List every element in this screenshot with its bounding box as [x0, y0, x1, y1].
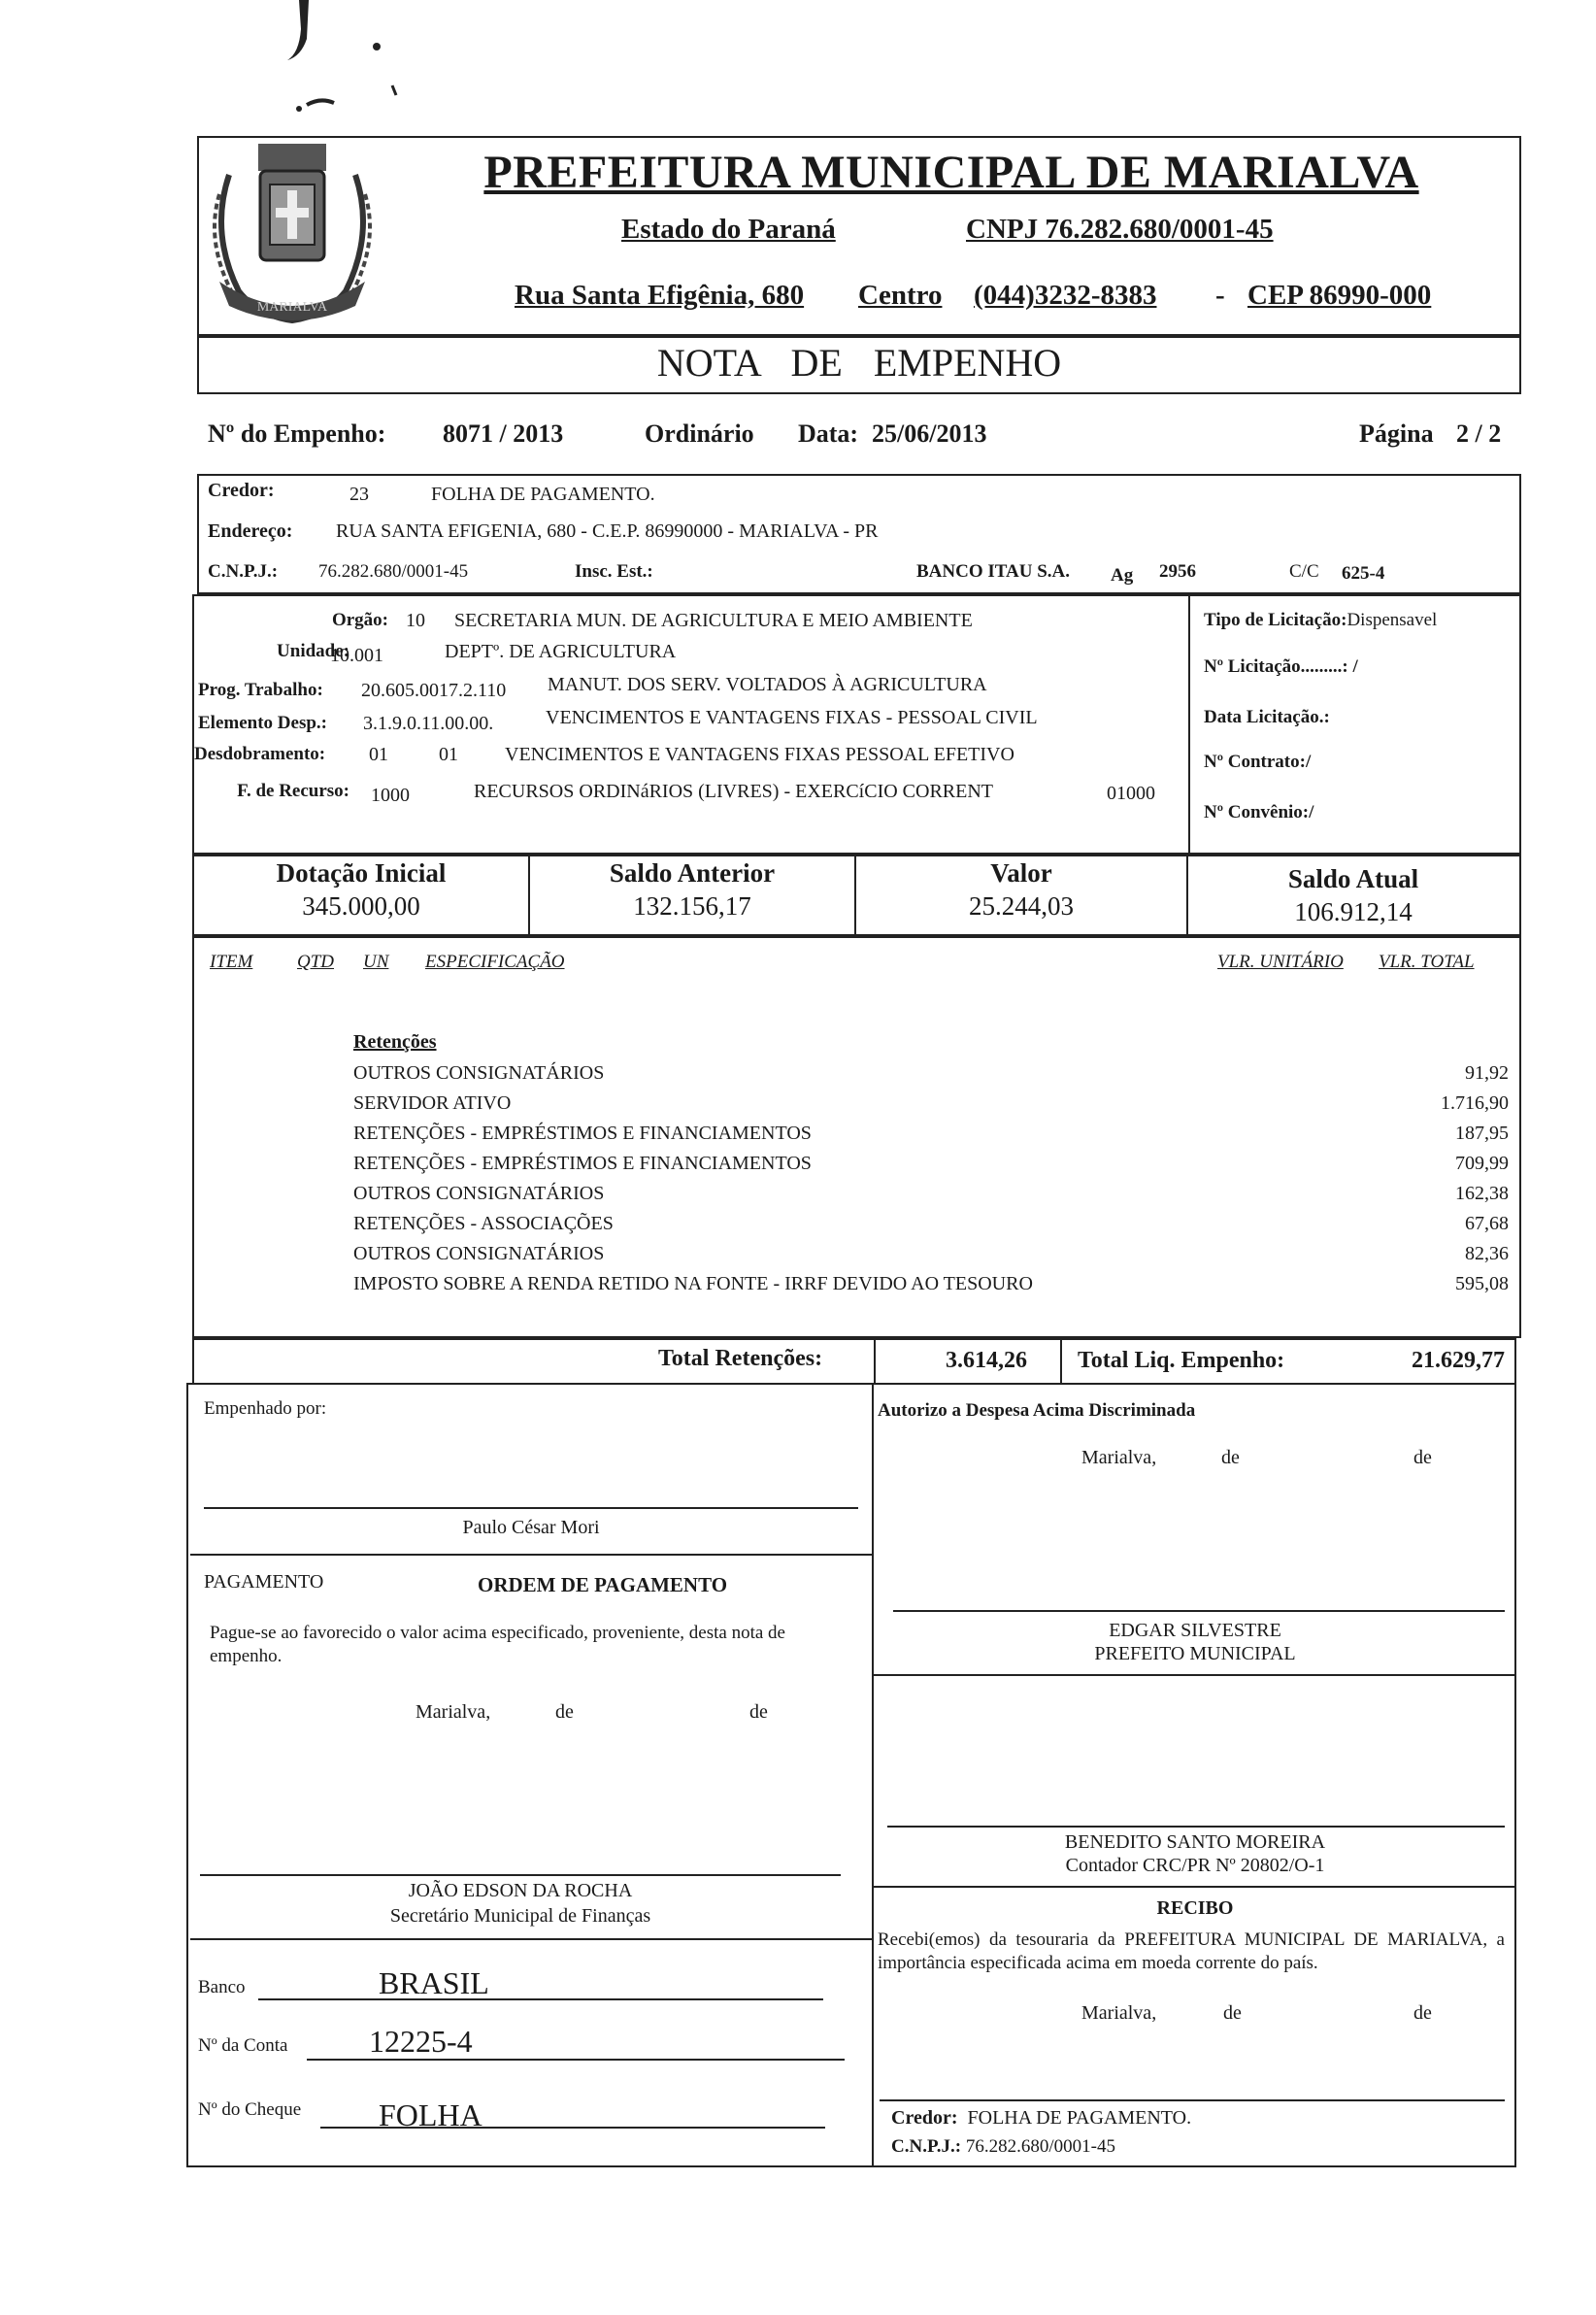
- retencao-desc: SERVIDOR ATIVO: [353, 1092, 512, 1114]
- contrato-label: Nº Contrato:/: [1204, 752, 1312, 772]
- empenho-number-label: Nº do Empenho:: [208, 419, 386, 448]
- retencao-value: 187,95: [1455, 1123, 1509, 1144]
- prog-name: MANUT. DOS SERV. VOLTADOS À AGRICULTURA: [548, 674, 987, 695]
- cc-label: C/C: [1289, 561, 1319, 582]
- bank-name: BANCO ITAU S.A.: [916, 561, 1071, 582]
- signatures-divider: [872, 1383, 874, 2167]
- recurso-label: F. de Recurso:: [237, 781, 349, 801]
- col-vlr-total: VLR. TOTAL: [1379, 952, 1475, 972]
- ag-label: Ag: [1111, 565, 1134, 586]
- unidade-label: Unidade:: [277, 641, 349, 661]
- retencao-value: 595,08: [1455, 1273, 1509, 1294]
- retencao-value: 82,36: [1465, 1243, 1509, 1264]
- contador-title: Contador CRC/PR Nº 20802/O-1: [1065, 1855, 1325, 1876]
- cnpj-label: CNPJ 76.282.680/0001-45: [966, 214, 1274, 245]
- prog-label: Prog. Trabalho:: [198, 680, 323, 700]
- doc-title: NOTA DE EMPENHO: [656, 341, 1062, 385]
- retencao-desc: OUTROS CONSIGNATÁRIOS: [353, 1243, 605, 1264]
- empenhado-signature-line: [204, 1507, 858, 1509]
- unidade-code: 10.001: [330, 645, 383, 666]
- pagamento-de-2: de: [749, 1701, 768, 1723]
- recibo-cnpj-value: 76.282.680/0001-45: [965, 2136, 1115, 2157]
- contador-name: BENEDITO SANTO MOREIRA: [1064, 1831, 1326, 1853]
- desdobramento-code-2: 01: [439, 744, 458, 765]
- recurso-code-2: 01000: [1107, 783, 1155, 804]
- endereco-label: Endereço:: [208, 520, 293, 542]
- prog-code: 20.605.0017.2.110: [361, 680, 507, 701]
- recibo-title: RECIBO: [1156, 1897, 1234, 1919]
- phone-label: (044)3232-8383: [974, 280, 1157, 311]
- secretario-signature-line: [200, 1874, 841, 1876]
- unidade-name: DEPTº. DE AGRICULTURA: [445, 641, 677, 662]
- cc-value: 625-4: [1342, 563, 1385, 584]
- recibo-de-2: de: [1413, 2002, 1432, 2024]
- retencao-desc: OUTROS CONSIGNATÁRIOS: [353, 1062, 605, 1084]
- saldo-anterior-value: 132.156,17: [633, 891, 751, 921]
- licitacao-number: Nº Licitação.........: /: [1204, 656, 1358, 677]
- recibo-credor: [891, 2107, 1474, 2130]
- totals-divider-1: [874, 1338, 876, 1385]
- credor-label: Credor:: [208, 480, 275, 501]
- pagamento-label: PAGAMENTO: [204, 1571, 324, 1593]
- empenhado-name: Paulo César Mori: [462, 1517, 600, 1538]
- page-number: 2 / 2: [1456, 419, 1502, 448]
- district-label: Centro: [858, 280, 943, 311]
- retencao-row: [353, 1092, 1509, 1123]
- secretario-title: Secretário Municipal de Finanças: [389, 1905, 651, 1927]
- col-item: ITEM: [210, 952, 253, 972]
- pagamento-city: Marialva,: [416, 1701, 491, 1723]
- recibo-credor-value: FOLHA DE PAGAMENTO.: [967, 2107, 1192, 2129]
- orgao-code: 10: [406, 610, 425, 631]
- retencao-row: [353, 1062, 1509, 1092]
- retencao-desc: RETENÇÕES - ASSOCIAÇÕES: [353, 1213, 614, 1234]
- banco-label: Banco: [198, 1977, 246, 1997]
- retencao-desc: RETENÇÕES - EMPRÉSTIMOS E FINANCIAMENTOS: [353, 1153, 812, 1174]
- pagamento-de-1: de: [555, 1701, 574, 1723]
- empenho-type: Ordinário: [645, 419, 754, 448]
- empenhado-label: Empenhado por:: [204, 1398, 327, 1419]
- dash-separator: -: [1215, 280, 1225, 311]
- recurso-name: RECURSOS ORDINáRIOS (LIVRES) - EXERCíCIO CORRENT: [474, 781, 994, 802]
- elemento-code: 3.1.9.0.11.00.00.: [363, 713, 494, 734]
- licitacao-type-value: Dispensavel: [1347, 610, 1438, 630]
- dotacao-inicial-value: 345.000,00: [302, 891, 420, 921]
- desdobramento-label: Desdobramento:: [194, 744, 326, 764]
- insc-est-label: Insc. Est.:: [575, 561, 653, 582]
- banco-line: [258, 1998, 823, 2000]
- licitacao-type: [1204, 610, 1516, 631]
- retencao-value: 1.716,90: [1441, 1092, 1509, 1114]
- retencoes-title: Retenções: [353, 1031, 437, 1053]
- contador-signature-line: [887, 1826, 1505, 1828]
- prefeito-name: EDGAR SILVESTRE: [1109, 1620, 1281, 1641]
- empenho-number: 8071 / 2013: [443, 419, 564, 448]
- desdobramento-code-1: 01: [369, 744, 388, 765]
- retencao-desc: IMPOSTO SOBRE A RENDA RETIDO NA FONTE - IRRF DEVIDO AO TESOURO: [353, 1273, 1033, 1294]
- elemento-label: Elemento Desp.:: [198, 713, 327, 733]
- retencao-value: 91,92: [1465, 1062, 1509, 1084]
- ag-value: 2956: [1159, 561, 1196, 582]
- conta-value[interactable]: 12225-4: [369, 2024, 473, 2059]
- autorizo-city: Marialva,: [1081, 1447, 1157, 1468]
- autorizo-label: Autorizo a Despesa Acima Discriminada: [878, 1400, 1196, 1421]
- col-especificacao: ESPECIFICAÇÃO: [425, 952, 565, 972]
- col-vlr-unitario: VLR. UNITÁRIO: [1217, 952, 1344, 972]
- valor-value: 25.244,03: [969, 891, 1074, 921]
- total-liq-label: Total Liq. Empenho:: [1078, 1348, 1285, 1373]
- retencao-row: [353, 1273, 1509, 1303]
- recibo-cnpj-label: C.N.P.J.:: [891, 2136, 962, 2157]
- valor-label: Valor: [990, 858, 1052, 888]
- retencao-value: 67,68: [1465, 1213, 1509, 1234]
- banco-top-line: [190, 1938, 872, 1940]
- retencao-row: [353, 1183, 1509, 1213]
- page-label: Página: [1359, 419, 1434, 448]
- empenho-date-label: Data:: [798, 419, 859, 448]
- col-un: UN: [363, 952, 389, 972]
- cnpj-credor-value: 76.282.680/0001-45: [318, 561, 469, 582]
- total-liq-value: 21.629,77: [1412, 1348, 1505, 1373]
- secretario-name: JOÃO EDSON DA ROCHA: [408, 1880, 633, 1901]
- recibo-signature-line: [880, 2099, 1505, 2101]
- totals-divider-2: [1060, 1338, 1062, 1385]
- state-label: Estado do Paraná: [621, 214, 836, 245]
- licitacao-type-label: Tipo de Licitação:: [1204, 610, 1347, 630]
- licitacao-date: Data Licitação.:: [1204, 707, 1330, 727]
- credor-code: 23: [349, 484, 369, 505]
- cheque-label: Nº do Cheque: [198, 2099, 302, 2120]
- ordem-pagamento-label: ORDEM DE PAGAMENTO: [478, 1573, 728, 1596]
- col-qtd: QTD: [297, 952, 335, 972]
- pague-se-text: Pague-se ao favorecido o valor acima especificado, proveniente, desta nota de empenho.: [210, 1623, 785, 1666]
- retencao-row: [353, 1153, 1509, 1183]
- page-title: PREFEITURA MUNICIPAL DE MARIALVA: [483, 147, 1419, 198]
- coat-of-arms-logo: [200, 136, 384, 330]
- recibo-top-line: [872, 1886, 1516, 1888]
- retencao-desc: OUTROS CONSIGNATÁRIOS: [353, 1183, 605, 1204]
- retencao-row: [353, 1243, 1509, 1273]
- scan-marks: [287, 0, 414, 117]
- recibo-text: Recebi(emos) da tesouraria da PREFEITURA MUNICIPAL DE MARIALVA, a importância especificada acima em moeda corrente do país.: [878, 1929, 1505, 1973]
- empenho-date: 25/06/2013: [872, 419, 987, 448]
- svg-text:MARIALVA: MARIALVA: [256, 300, 328, 315]
- saldo-anterior-label: Saldo Anterior: [609, 858, 776, 888]
- retencao-desc: RETENÇÕES - EMPRÉSTIMOS E FINANCIAMENTOS: [353, 1123, 812, 1144]
- cnpj-credor-label: C.N.P.J.:: [208, 561, 279, 582]
- recibo-cnpj: [891, 2136, 1474, 2158]
- total-retencoes-value: 3.614,26: [946, 1348, 1027, 1373]
- conta-label: Nº da Conta: [198, 2035, 288, 2056]
- retencao-value: 162,38: [1455, 1183, 1509, 1204]
- cep-label: CEP 86990-000: [1247, 280, 1432, 311]
- autorizo-de-2: de: [1413, 1447, 1432, 1468]
- contador-top-line: [872, 1674, 1516, 1676]
- desdobramento-name: VENCIMENTOS E VANTAGENS FIXAS PESSOAL EFETIVO: [505, 744, 1014, 765]
- retencao-row: [353, 1123, 1509, 1153]
- banco-value[interactable]: BRASIL: [379, 1965, 489, 2000]
- recibo-credor-label: Credor:: [891, 2107, 958, 2129]
- recibo-de-1: de: [1223, 2002, 1242, 2024]
- total-retencoes-label: Total Retenções:: [658, 1346, 823, 1371]
- orgao-name: SECRETARIA MUN. DE AGRICULTURA E MEIO AMBIENTE: [454, 610, 973, 631]
- budget-divider: [1188, 594, 1190, 855]
- convenio-label: Nº Convênio:/: [1204, 802, 1314, 822]
- recurso-code: 1000: [371, 785, 410, 806]
- dotacao-inicial-label: Dotação Inicial: [276, 858, 447, 888]
- autorizo-de-1: de: [1221, 1447, 1240, 1468]
- retencoes-list: [353, 1062, 1509, 1303]
- retencao-value: 709,99: [1455, 1153, 1509, 1174]
- prefeito-title: PREFEITO MUNICIPAL: [1094, 1643, 1296, 1664]
- credor-name: FOLHA DE PAGAMENTO.: [431, 484, 655, 505]
- elemento-name: VENCIMENTOS E VANTAGENS FIXAS - PESSOAL CIVIL: [546, 707, 1038, 728]
- saldo-atual-label: Saldo Atual: [1287, 864, 1419, 893]
- saldo-atual-value: 106.912,14: [1294, 897, 1413, 926]
- address-label: Rua Santa Efigênia, 680: [515, 280, 805, 311]
- retencao-row: [353, 1213, 1509, 1243]
- pagamento-top-line: [190, 1554, 872, 1556]
- orgao-label: Orgão:: [331, 610, 388, 630]
- cheque-value[interactable]: FOLHA: [379, 2097, 482, 2132]
- endereco-value: RUA SANTA EFIGENIA, 680 - C.E.P. 86990000 - MARIALVA - PR: [336, 520, 879, 542]
- prefeito-signature-line: [893, 1610, 1505, 1612]
- recibo-city: Marialva,: [1081, 2002, 1157, 2024]
